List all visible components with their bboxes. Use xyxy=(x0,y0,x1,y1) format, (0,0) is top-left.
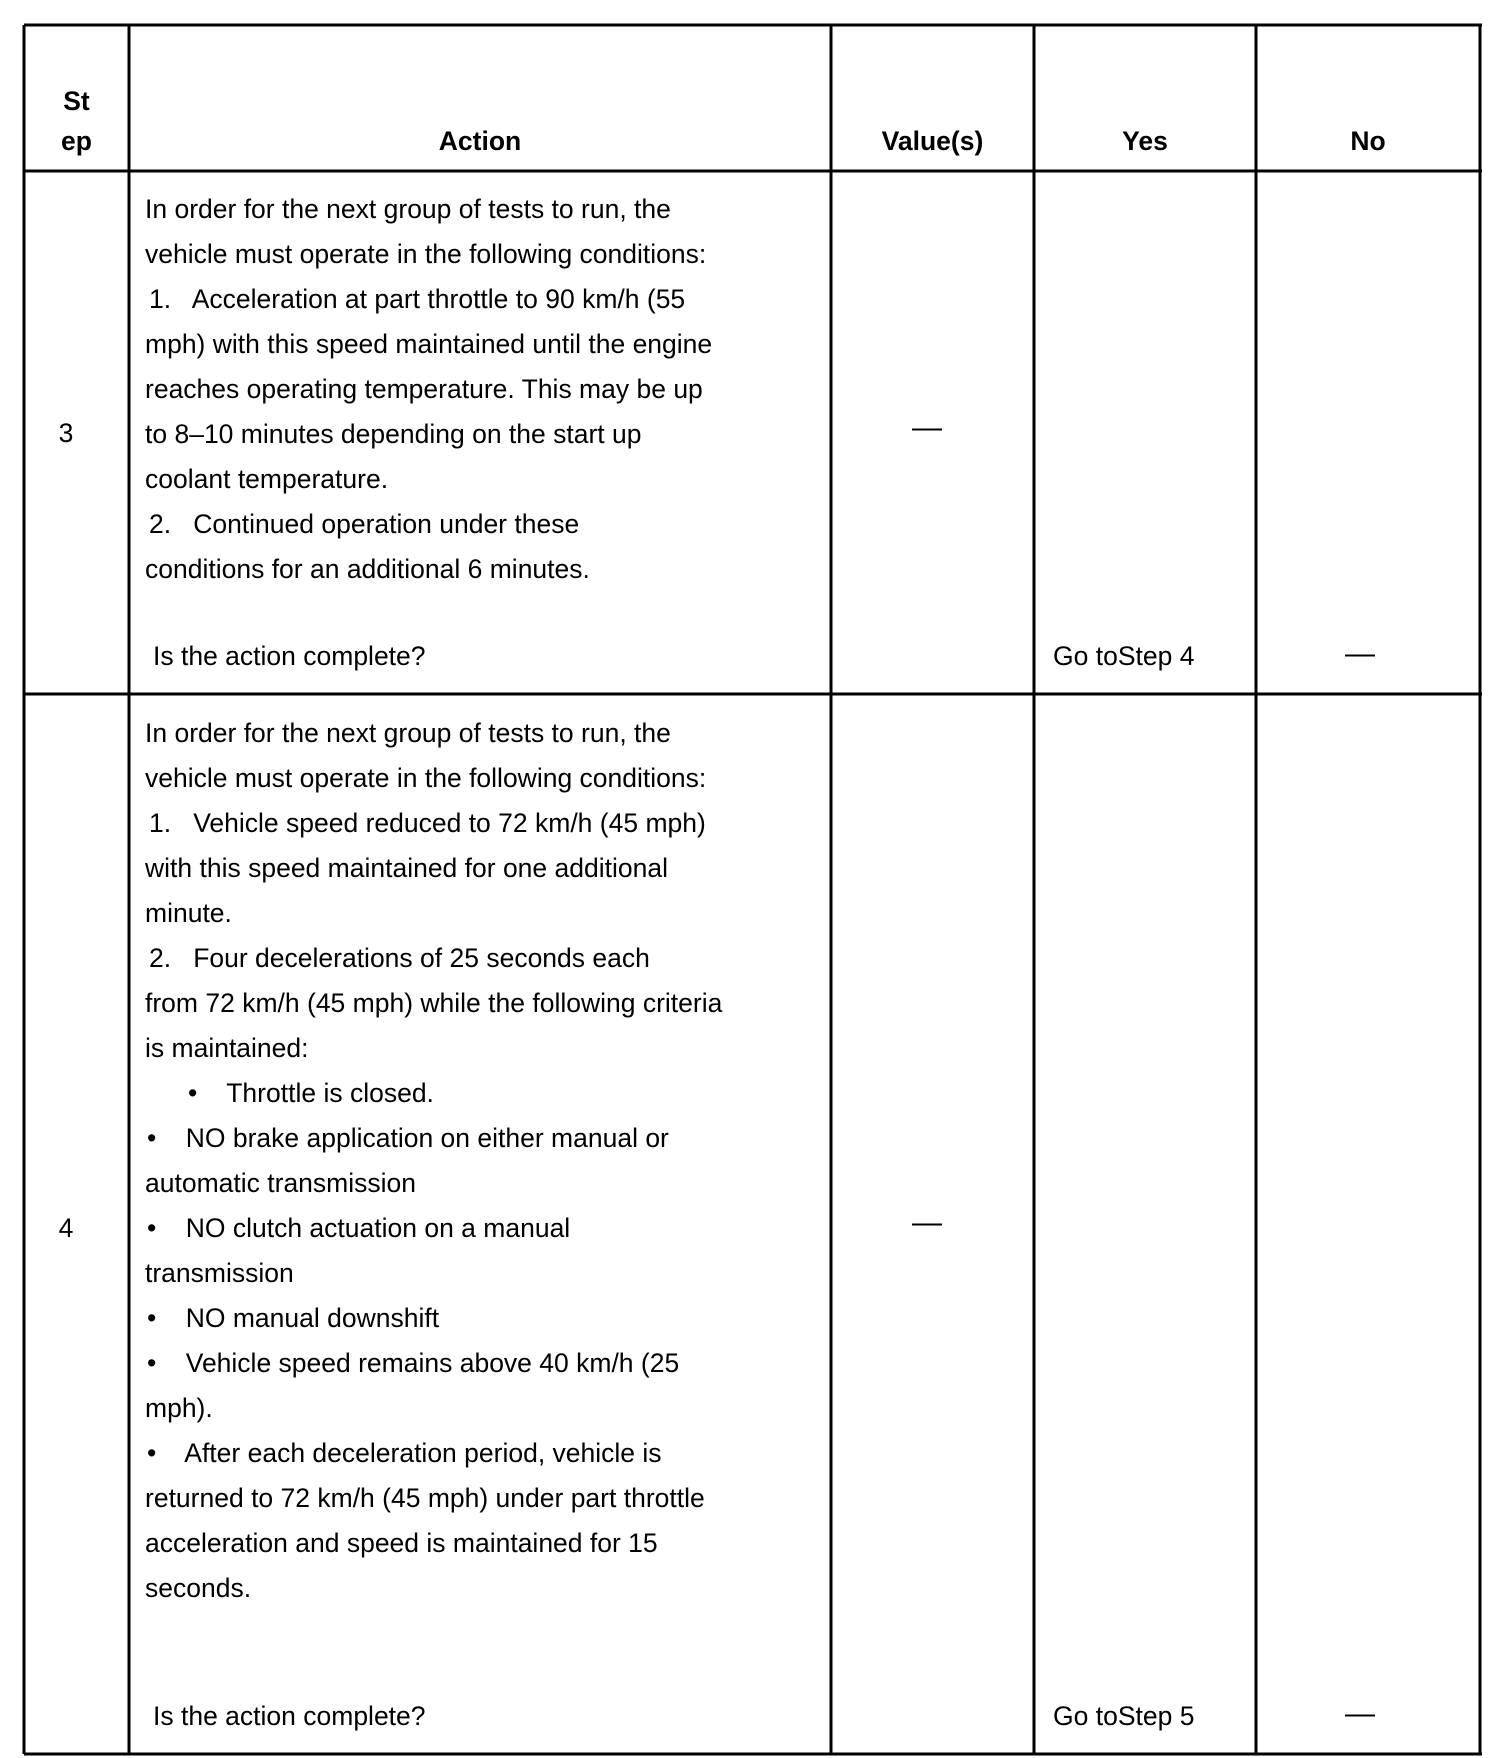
no-dash: — xyxy=(1345,637,1375,670)
action-line: • Throttle is closed. xyxy=(188,1078,434,1108)
value-dash: — xyxy=(912,1206,942,1239)
action-line: 2. Continued operation under these xyxy=(149,509,580,539)
action-line: acceleration and speed is maintained for 15 xyxy=(145,1528,658,1558)
action-line: 2. Four decelerations of 25 seconds each xyxy=(149,943,650,973)
action-line: In order for the next group of tests to run, the xyxy=(145,194,671,224)
action-line: • Vehicle speed remains above 40 km/h (25 xyxy=(147,1348,680,1378)
action-line: reaches operating temperature. This may be up xyxy=(145,374,703,404)
header-step-line2: ep xyxy=(61,126,92,156)
action-line: from 72 km/h (45 mph) while the following criteria xyxy=(145,988,723,1018)
step-number: 3 xyxy=(58,418,74,448)
action-line: with this speed maintained for one additional xyxy=(145,853,668,883)
yes-next-step: Go toStep 5 xyxy=(1053,1701,1195,1731)
header-no: No xyxy=(1350,126,1386,156)
action-question: Is the action complete? xyxy=(153,1701,426,1731)
no-dash: — xyxy=(1345,1697,1375,1730)
action-line: returned to 72 km/h (45 mph) under part throttle xyxy=(145,1483,705,1513)
value-dash: — xyxy=(912,411,942,444)
action-line: • NO clutch actuation on a manual xyxy=(147,1213,571,1243)
action-line: 1. Acceleration at part throttle to 90 km/h (55 xyxy=(149,284,686,314)
action-line: minute. xyxy=(145,898,232,928)
action-line: seconds. xyxy=(145,1573,252,1603)
action-line: 1. Vehicle speed reduced to 72 km/h (45 mph) xyxy=(149,808,706,838)
action-line: automatic transmission xyxy=(145,1168,416,1198)
action-line: conditions for an additional 6 minutes. xyxy=(145,554,590,584)
yes-next-step: Go toStep 4 xyxy=(1053,641,1195,671)
action-line: vehicle must operate in the following conditions: xyxy=(145,239,707,269)
action-line: • NO brake application on either manual or xyxy=(147,1123,669,1153)
action-question: Is the action complete? xyxy=(153,641,426,671)
header-action: Action xyxy=(438,126,522,156)
action-line: • After each deceleration period, vehicle is xyxy=(147,1438,662,1468)
action-line: • NO manual downshift xyxy=(147,1303,440,1333)
action-line: coolant temperature. xyxy=(145,464,389,494)
action-line: to 8–10 minutes depending on the start up xyxy=(145,419,642,449)
action-line: is maintained: xyxy=(145,1033,309,1063)
action-line: transmission xyxy=(145,1258,294,1288)
header-step-line1: St xyxy=(63,86,90,116)
action-line: vehicle must operate in the following conditions: xyxy=(145,763,707,793)
header-yes: Yes xyxy=(1122,126,1168,156)
action-line: mph) with this speed maintained until the engine xyxy=(145,329,713,359)
header-values: Value(s) xyxy=(881,126,984,156)
step-number: 4 xyxy=(58,1213,74,1243)
action-line: In order for the next group of tests to run, the xyxy=(145,718,671,748)
action-line: mph). xyxy=(145,1393,213,1423)
